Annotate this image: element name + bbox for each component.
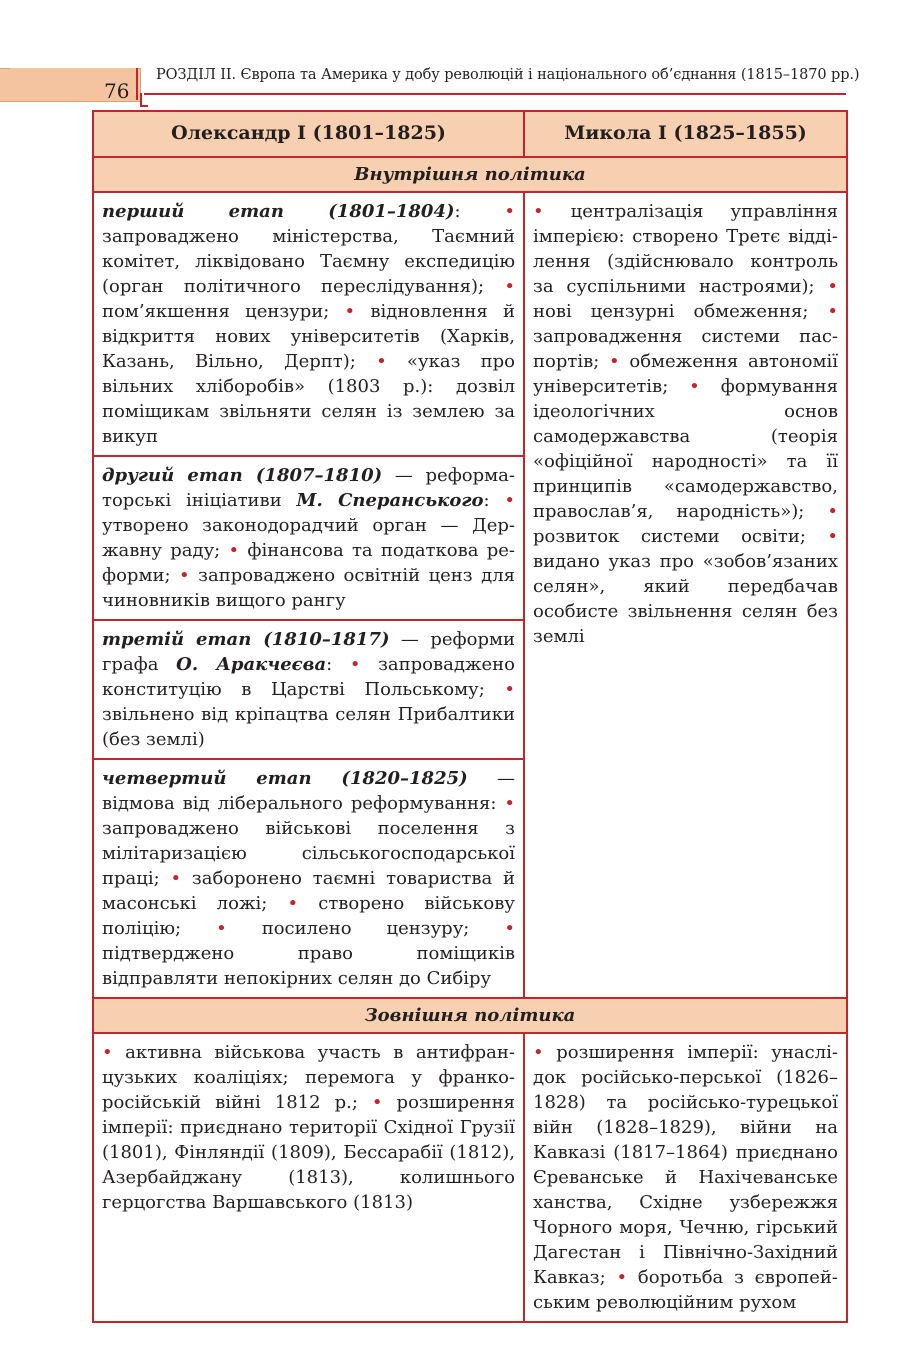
stage-4-item: посилено цензуру; (261, 918, 505, 939)
alexander-foreign-item: активна військова участь в антифранцузьких коаліціях; перемога у франко-російській війні 1812 р.; (102, 1042, 515, 1113)
table-row (93, 192, 847, 456)
stage-2-colon: : (483, 490, 490, 511)
page-number-tab (0, 68, 141, 102)
stage-2-item: запроваджено освітній ценз для чиновників вищого рангу (102, 565, 515, 611)
stage-4-item: заборонено таємні товариства й масонські ложі; (102, 868, 515, 914)
alexander-stage-4-cell (93, 759, 524, 998)
table-header-row (93, 111, 847, 157)
bullet-icon: • (371, 1092, 383, 1113)
stage-2-intro: — реформаторські ініціативи (102, 465, 515, 511)
stage-1-item: запроваджено міністерства, Таємний комітет, ліквідовано Таємну експедицію (орган політичного переслідування); (102, 226, 515, 297)
bullet-icon: • (504, 793, 515, 814)
stage-4-item: підтверджено право поміщиків відправляти непокірних селян до Сибіру (102, 943, 515, 989)
header-corner-ornament (140, 93, 148, 107)
stage-1-title: перший етап (1801–1804) (102, 201, 455, 222)
bullet-icon: • (504, 918, 515, 939)
bullet-icon: • (533, 201, 544, 222)
stage-3-colon: : (326, 654, 333, 675)
bullet-icon: • (689, 376, 700, 397)
alexander-stage-1-cell (93, 192, 524, 456)
bullet-icon: • (216, 918, 227, 939)
nicholas-domestic-item: формування ідеологічних основ самодержавства (теорія «офіційної народності» та її принципів «самодержавство, православ’я, народність»); (533, 376, 838, 522)
bullet-icon: • (533, 1042, 544, 1063)
nicholas-foreign-item: боротьба з європейським революційним рухом (533, 1267, 838, 1313)
column-header-alexander: Олександр I (1801–1825) (93, 111, 524, 157)
bullet-icon: • (344, 301, 356, 322)
nicholas-domestic-item: запровадження системи паспортів; (533, 326, 838, 372)
bullet-icon: • (504, 679, 515, 700)
bullet-icon: • (504, 490, 515, 511)
alexander-foreign-cell (93, 1033, 524, 1322)
chapter-title: РОЗДІЛ II. Європа та Америка у добу революцій і національного об’єднання (1815–1870 рр.) (156, 67, 860, 83)
stage-3-person: О. Аракчеєва (176, 654, 327, 675)
page-number: 76 (104, 79, 130, 103)
header-rule (144, 93, 846, 95)
nicholas-domestic-item: нові цензурні обмеження; (533, 301, 828, 322)
bullet-icon: • (179, 565, 190, 586)
bullet-icon: • (102, 1042, 113, 1063)
stage-1-item: «указ про вільних хліборобів» (1803 р.): дозвіл поміщикам звільняти селян із землею за викуп (102, 351, 515, 447)
stage-2-person: М. Сперанського (296, 490, 484, 511)
bullet-icon: • (827, 301, 838, 322)
stage-4-intro: — відмова від ліберального реформування: (102, 768, 515, 814)
bullet-icon: • (504, 276, 515, 297)
page-header (0, 60, 918, 106)
section-row-foreign (93, 998, 847, 1033)
section-title-domestic: Внутрішня політика (93, 157, 847, 192)
bullet-icon: • (827, 276, 838, 297)
bullet-icon: • (349, 654, 361, 675)
stage-3-item: звільнено від кріпацтва селян Прибалтики (без землі) (102, 704, 515, 750)
stage-2-title: другий етап (1807–1810) (102, 465, 383, 486)
stage-3-item: запроваджено конституцію в Царстві Польському; (102, 654, 515, 700)
bullet-icon: • (376, 351, 387, 372)
nicholas-domestic-cell (524, 192, 847, 998)
stage-2-item: фінансова та податкова реформи; (102, 540, 515, 586)
alexander-foreign-item: розширення імперії: приєднано території Східної Грузії (1801), Фінляндії (1809), Бессарабії (1812), Азербайджану (1813), колишнього герцогства Варшавського (1813) (102, 1092, 515, 1213)
stage-1-item: відновлення й відкриття нових університетів (Харків, Казань, Вільно, Дерпт); (102, 301, 515, 372)
nicholas-domestic-item: видано указ про «зобов’язаних селян», який передбачав особисте звільнення селян без землі (533, 551, 838, 647)
stage-4-item: запроваджено військові поселення з мілітаризацією сільськогосподарської праці; (102, 818, 515, 889)
bullet-icon: • (827, 501, 838, 522)
stage-4-item: створено військову поліцію; (102, 893, 515, 939)
stage-3-intro: — реформи графа (102, 629, 515, 675)
alexander-stage-3-cell (93, 620, 524, 759)
nicholas-domestic-item: централізація управління імперією: створено Третє відділення (здійснювало контроль за суспільними настроями); (533, 201, 838, 297)
bullet-icon: • (609, 351, 620, 372)
column-header-nicholas: Микола I (1825–1855) (524, 111, 847, 157)
alexander-stage-2-cell (93, 456, 524, 620)
bullet-icon: • (827, 526, 838, 547)
nicholas-foreign-cell (524, 1033, 847, 1322)
bullet-icon: • (228, 540, 240, 561)
stage-2-item: утворено законодорадчий орган — Державну раду; (102, 515, 515, 561)
bullet-icon: • (616, 1267, 628, 1288)
section-row-domestic (93, 157, 847, 192)
stage-4-title: четвертий етап (1820–1825) (102, 768, 468, 789)
stage-1-item: пом’якшення цензури; (102, 301, 345, 322)
table-row (93, 1033, 847, 1322)
stage-3-title: третій етап (1810–1817) (102, 629, 390, 650)
section-title-foreign: Зовнішня політика (93, 998, 847, 1033)
reign-comparison-table (92, 110, 848, 1323)
bullet-icon: • (287, 893, 299, 914)
stage-1-intro: : (454, 201, 505, 222)
nicholas-foreign-item: розширення імперії: унаслідок російсько-перської (1826–1828) та російсько-турецької війн (1828–1829), війни на Кавказі (1817–1864) приєднано Єреванське й Нахічеванське ханства, Східне узбережжя Чорного моря, Чечню, гірський Дагестан і Північно-Західний Кавказ; (533, 1042, 838, 1288)
nicholas-domestic-item: розвиток системи освіти; (533, 526, 828, 547)
nicholas-domestic-item: обмеження автономії університетів; (533, 351, 838, 397)
bullet-icon: • (170, 868, 182, 889)
bullet-icon: • (504, 201, 515, 222)
